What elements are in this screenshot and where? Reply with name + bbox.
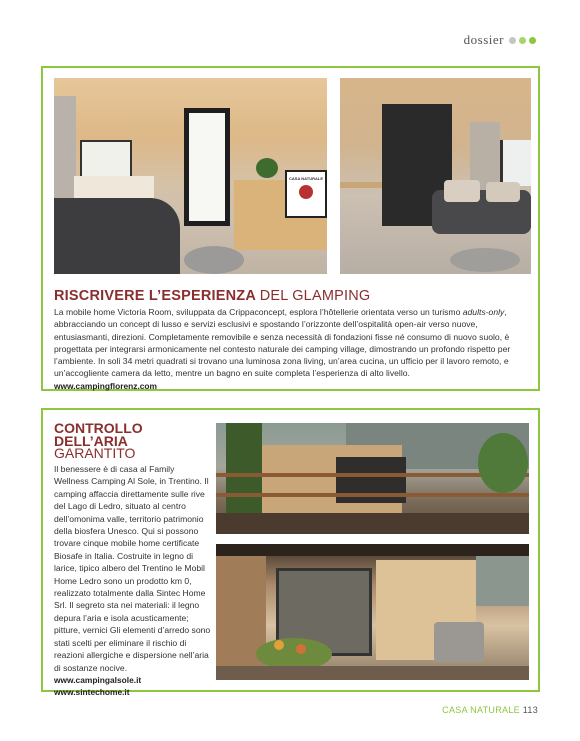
window-shape	[500, 140, 531, 186]
sofa-shape	[54, 198, 180, 274]
article1-title	[54, 288, 370, 304]
article2-title-line3: GARANTITO	[54, 445, 136, 461]
photo-sign-label: CASA NATURALE	[289, 176, 323, 181]
photo-mobile-home-veranda	[216, 544, 529, 680]
article-glamping	[41, 66, 540, 391]
flower-shape	[296, 644, 306, 654]
rug-shape	[184, 246, 244, 274]
photo-mobile-home-terrace	[216, 423, 529, 534]
article1-body-start: La mobile home Victoria Room, sviluppata da Crippaconcept, esplora l’hôtellerie orientata verso un turismo	[54, 307, 463, 317]
section-label: dossier	[463, 32, 504, 47]
deck-shape	[216, 513, 529, 534]
photo-victoria-room-bedroom	[54, 78, 327, 274]
footer-magazine: CASA NATURALE	[442, 705, 520, 715]
tree-shape	[478, 433, 528, 493]
article1-body	[54, 306, 534, 392]
desk-shape	[340, 182, 382, 188]
chair-shape	[434, 622, 484, 662]
cushion-shape	[486, 182, 520, 202]
sign-mark-shape	[299, 185, 313, 199]
article2-title	[54, 422, 143, 460]
plant-shape	[256, 158, 278, 178]
page-footer	[442, 705, 538, 715]
article2-link-sintec[interactable]: www.sintechome.it	[54, 686, 130, 697]
article2-link-camping[interactable]: www.campingalsole.it	[54, 674, 142, 685]
article1-link[interactable]: www.campingflorenz.com	[54, 380, 157, 391]
railing-shape	[216, 493, 529, 497]
article2-title-line1: CONTROLLO	[54, 420, 143, 436]
cushion-shape	[444, 180, 480, 202]
dot-gray	[509, 37, 516, 44]
article1-title-light: DEL GLAMPING	[259, 288, 371, 304]
article2-body-text: Il benessere è di casa al Family Wellness Camping Al Sole, in Trentino. Il camping affaccia direttamente sulle rive del Lago di Ledro, situato al centro dell’omonima valle, territorio patrimonio della biosfera Unesco. Qui si possono trovare cinque mobile home certificate Biosafe in Italia. Costruite in legno di larice, tipico albero del Trentino le Mobil Home Ledro sono un prodotto km 0, realizzato totalmente dalla Sintec Home Srl. Il segreto sta nei materiali: il legno depura l’aria e isola acusticamente; pitture, vernici Gli elementi d’arredo sono stati scelti per eliminare il rischio di reazioni allergiche e dispersione nell’aria di sostanze nocive.	[54, 464, 211, 673]
section-header	[464, 32, 536, 48]
article1-title-bold: RISCRIVERE L’ESPERIENZA	[54, 288, 256, 304]
deck-shape	[216, 666, 529, 680]
rug-shape	[450, 248, 520, 272]
photo-victoria-room-living	[340, 78, 531, 274]
flower-shape	[274, 640, 284, 650]
dot-light-green	[519, 37, 526, 44]
article2-body	[54, 463, 211, 698]
article-air-control	[41, 408, 540, 697]
roof-shape	[216, 544, 529, 556]
header-dots	[509, 37, 536, 44]
dot-green	[529, 37, 536, 44]
footer-page-number: 113	[522, 705, 538, 715]
article2-title-line2: DELL’ARIA	[54, 432, 128, 449]
glass-door-shape	[184, 108, 230, 226]
article1-body-italic: adults-only	[462, 307, 505, 317]
framed-sign-shape	[285, 170, 327, 218]
article1-body-end: , abbracciando un concept di lusso e servizi esclusivi e spostando l’orizzonte dell’ospitalità open-air verso nuove, entusiasmanti, direzioni. Completamente removibile e senza necessità di fondazioni fisse né consumo di nuovo suolo, è progettata per integrarsi armonicamente nel contesto naturale dei camping village, dimostrando un profondo rispetto per l’ambiente. In soli 34 metri quadrati si trovano una luminosa zona living, un’area cucina, un ufficio per il lavoro remoto, e un’accogliente camera da letto, mentre un bagno en suite completa l’esperienza di alto livello.	[54, 307, 511, 379]
mountain-shape	[476, 556, 529, 606]
